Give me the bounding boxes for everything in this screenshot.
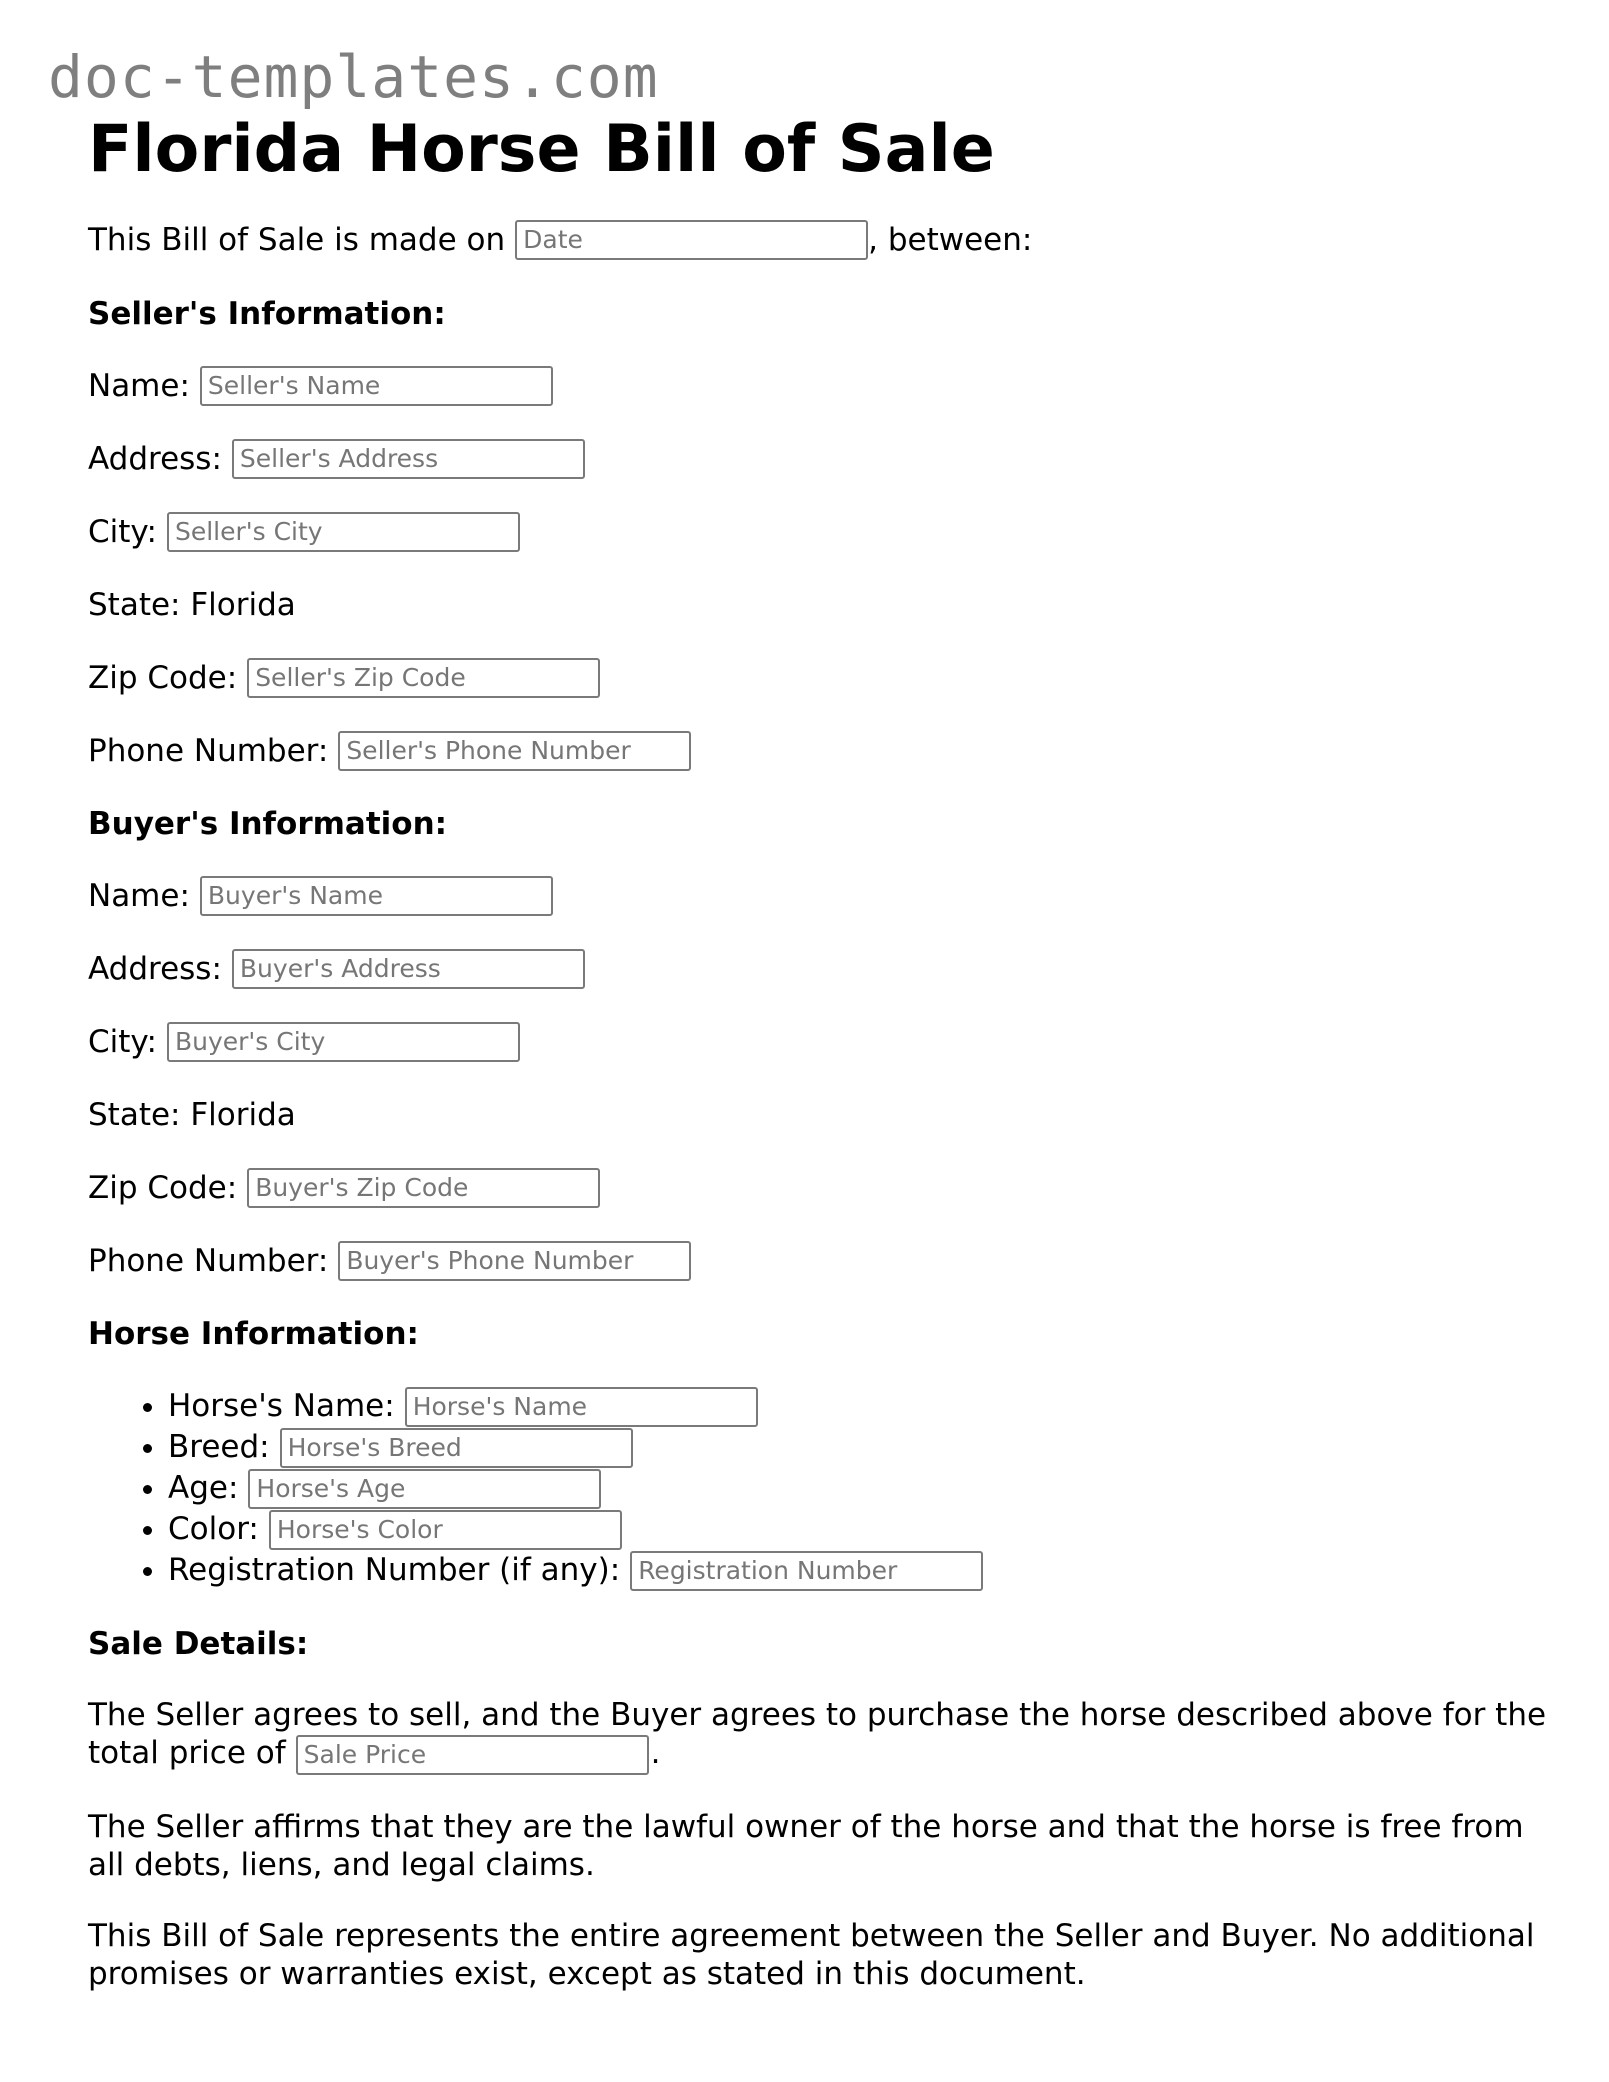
intro-prefix: This Bill of Sale is made on [88,222,506,258]
seller-name-label: Name: [88,368,190,404]
buyer-name-field[interactable]: Buyer's Name [200,876,553,916]
buyer-city-field[interactable]: Buyer's City [167,1022,520,1062]
buyer-name-row [88,876,1548,916]
sale-price-text: The Seller agrees to sell, and the Buyer agrees to purchase the horse described above for the total price of [88,1697,1547,1771]
document-body [88,110,1548,2026]
seller-phone-row [88,731,1548,771]
sale-heading: Sale Details: [88,1626,309,1662]
list-item [168,1386,1548,1427]
buyer-phone-label: Phone Number: [88,1243,329,1279]
list-item [168,1509,1548,1550]
entire-agreement-paragraph: This Bill of Sale represents the entire agreement between the Seller and Buyer. No additional promises or warranties exist, except as stated in this document. [88,1917,1535,1992]
seller-heading: Seller's Information: [88,296,446,332]
seller-phone-label: Phone Number: [88,733,329,769]
buyer-name-label: Name: [88,878,190,914]
seller-zip-label: Zip Code: [88,660,238,696]
seller-city-label: City: [88,514,157,550]
horse-heading: Horse Information: [88,1316,419,1352]
horse-name-field[interactable]: Horse's Name [405,1387,758,1427]
buyer-phone-row [88,1241,1548,1281]
seller-address-row [88,439,1548,479]
buyer-zip-label: Zip Code: [88,1170,238,1206]
buyer-address-row [88,949,1548,989]
page-title: Florida Horse Bill of Sale [88,112,995,187]
horse-breed-field[interactable]: Horse's Breed [280,1428,633,1468]
sale-price-suffix: . [650,1735,661,1771]
seller-city-field[interactable]: Seller's City [167,512,520,552]
buyer-heading: Buyer's Information: [88,806,448,842]
buyer-zip-row [88,1168,1548,1208]
seller-city-row [88,512,1548,552]
horse-color-label: • Color: [168,1511,259,1547]
buyer-address-label: Address: [88,951,222,987]
buyer-address-field[interactable]: Buyer's Address [232,949,585,989]
seller-zip-field[interactable]: Seller's Zip Code [247,658,600,698]
buyer-section [88,876,1548,1281]
sale-price-field[interactable]: Sale Price [296,1735,649,1775]
horse-breed-label: • Breed: [168,1429,270,1465]
sale-price-paragraph [88,1696,1548,1775]
ownership-paragraph: The Seller affirms that they are the lawful owner of the horse and that the horse is free from all debts, liens, and legal claims. [88,1808,1524,1883]
seller-name-field[interactable]: Seller's Name [200,366,553,406]
intro-line [88,220,1548,260]
horse-age-label: • Age: [168,1470,239,1506]
horse-age-field[interactable]: Horse's Age [248,1469,601,1509]
list-item [168,1550,1548,1591]
horse-name-label: • Horse's Name: [168,1388,395,1424]
seller-zip-row [88,658,1548,698]
date-field[interactable]: Date [515,220,868,260]
list-item [168,1468,1548,1509]
buyer-state-row [88,1095,1548,1135]
buyer-phone-field[interactable]: Buyer's Phone Number [338,1241,691,1281]
list-item [168,1427,1548,1468]
seller-state-text: State: Florida [88,587,296,623]
intro-suffix: , between: [868,222,1033,258]
buyer-state-text: State: Florida [88,1097,296,1133]
buyer-city-label: City: [88,1024,157,1060]
seller-address-field[interactable]: Seller's Address [232,439,585,479]
buyer-city-row [88,1022,1548,1062]
horse-info-list [88,1386,1548,1591]
seller-section [88,366,1548,771]
buyer-zip-field[interactable]: Buyer's Zip Code [247,1168,600,1208]
seller-phone-field[interactable]: Seller's Phone Number [338,731,691,771]
watermark: doc-templates.com [48,43,659,111]
horse-color-field[interactable]: Horse's Color [269,1510,622,1550]
registration-number-label: • Registration Number (if any): [168,1552,621,1588]
seller-address-label: Address: [88,441,222,477]
seller-state-row [88,585,1548,625]
registration-number-field[interactable]: Registration Number [630,1551,983,1591]
seller-name-row [88,366,1548,406]
